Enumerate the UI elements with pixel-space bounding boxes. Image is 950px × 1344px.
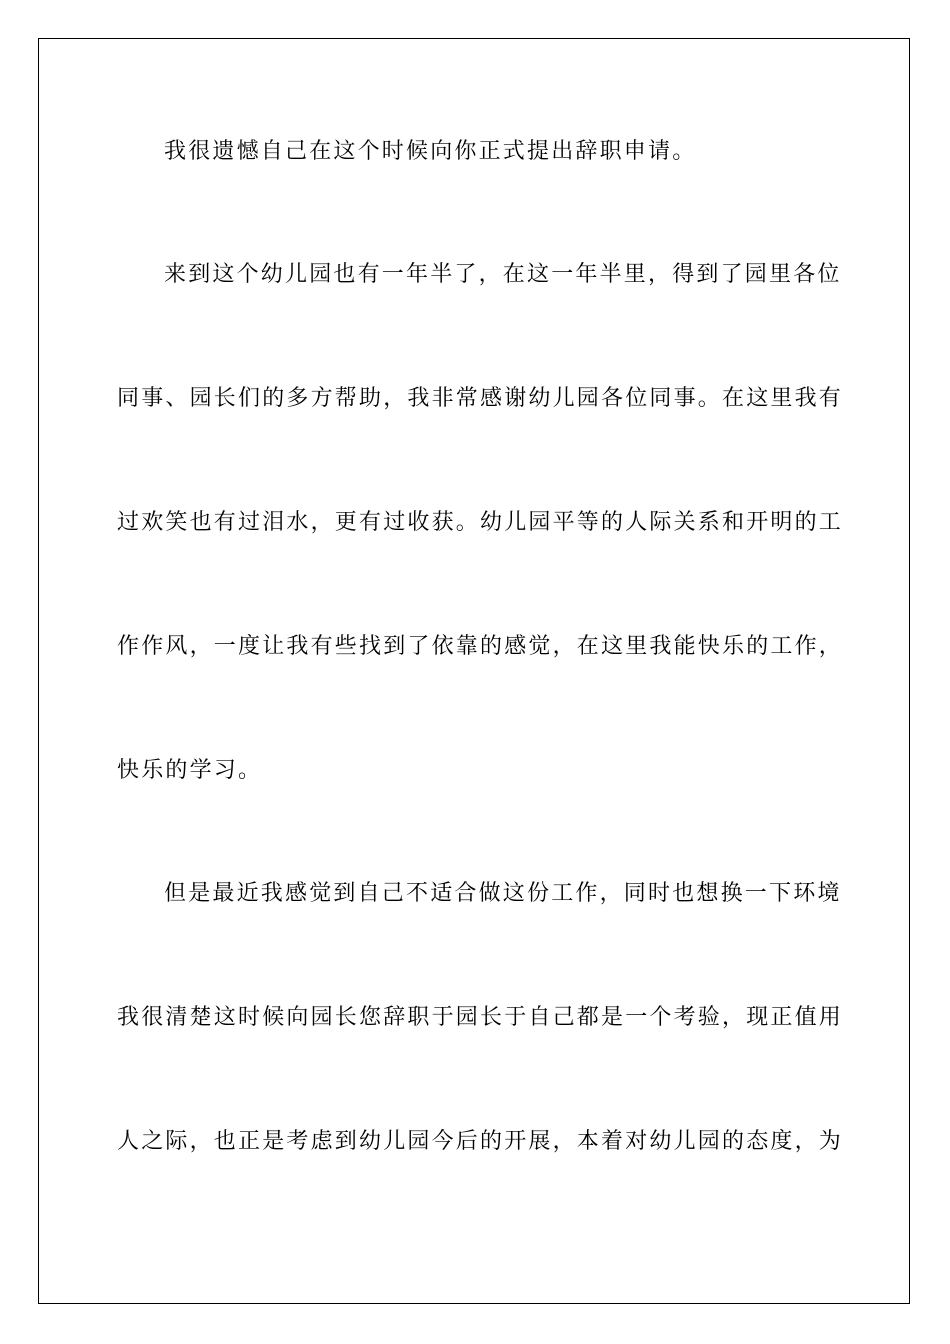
paragraph-3-line-1: 但是最近我感觉到自己不适合做这份工作，同时也想换一下环境 [164, 881, 842, 906]
paragraph-3-line-2: 我很清楚这时候向园长您辞职于园长于自己都是一个考验，现正值用 [117, 1005, 844, 1030]
paragraph-3-line-3: 人之际，也正是考虑到幼儿园今后的开展，本着对幼儿园的态度，为 [117, 1129, 844, 1154]
paragraph-2-line-4: 作作风，一度让我有些找到了依靠的感觉，在这里我能快乐的工作， [117, 634, 844, 659]
paragraph-2-line-1: 来到这个幼儿园也有一年半了，在这一年半里，得到了园里各位 [164, 262, 842, 287]
page-frame [38, 38, 910, 1304]
paragraph-2-line-5: 快乐的学习。 [117, 758, 263, 783]
paragraph-1-line-1: 我很遗憾自己在这个时候向你正式提出辞职申请。 [164, 139, 697, 164]
paragraph-2-line-2: 同事、园长们的多方帮助，我非常感谢幼儿园各位同事。在这里我有 [117, 386, 844, 411]
paragraph-2-line-3: 过欢笑也有过泪水，更有过收获。幼儿园平等的人际关系和开明的工 [117, 510, 844, 535]
